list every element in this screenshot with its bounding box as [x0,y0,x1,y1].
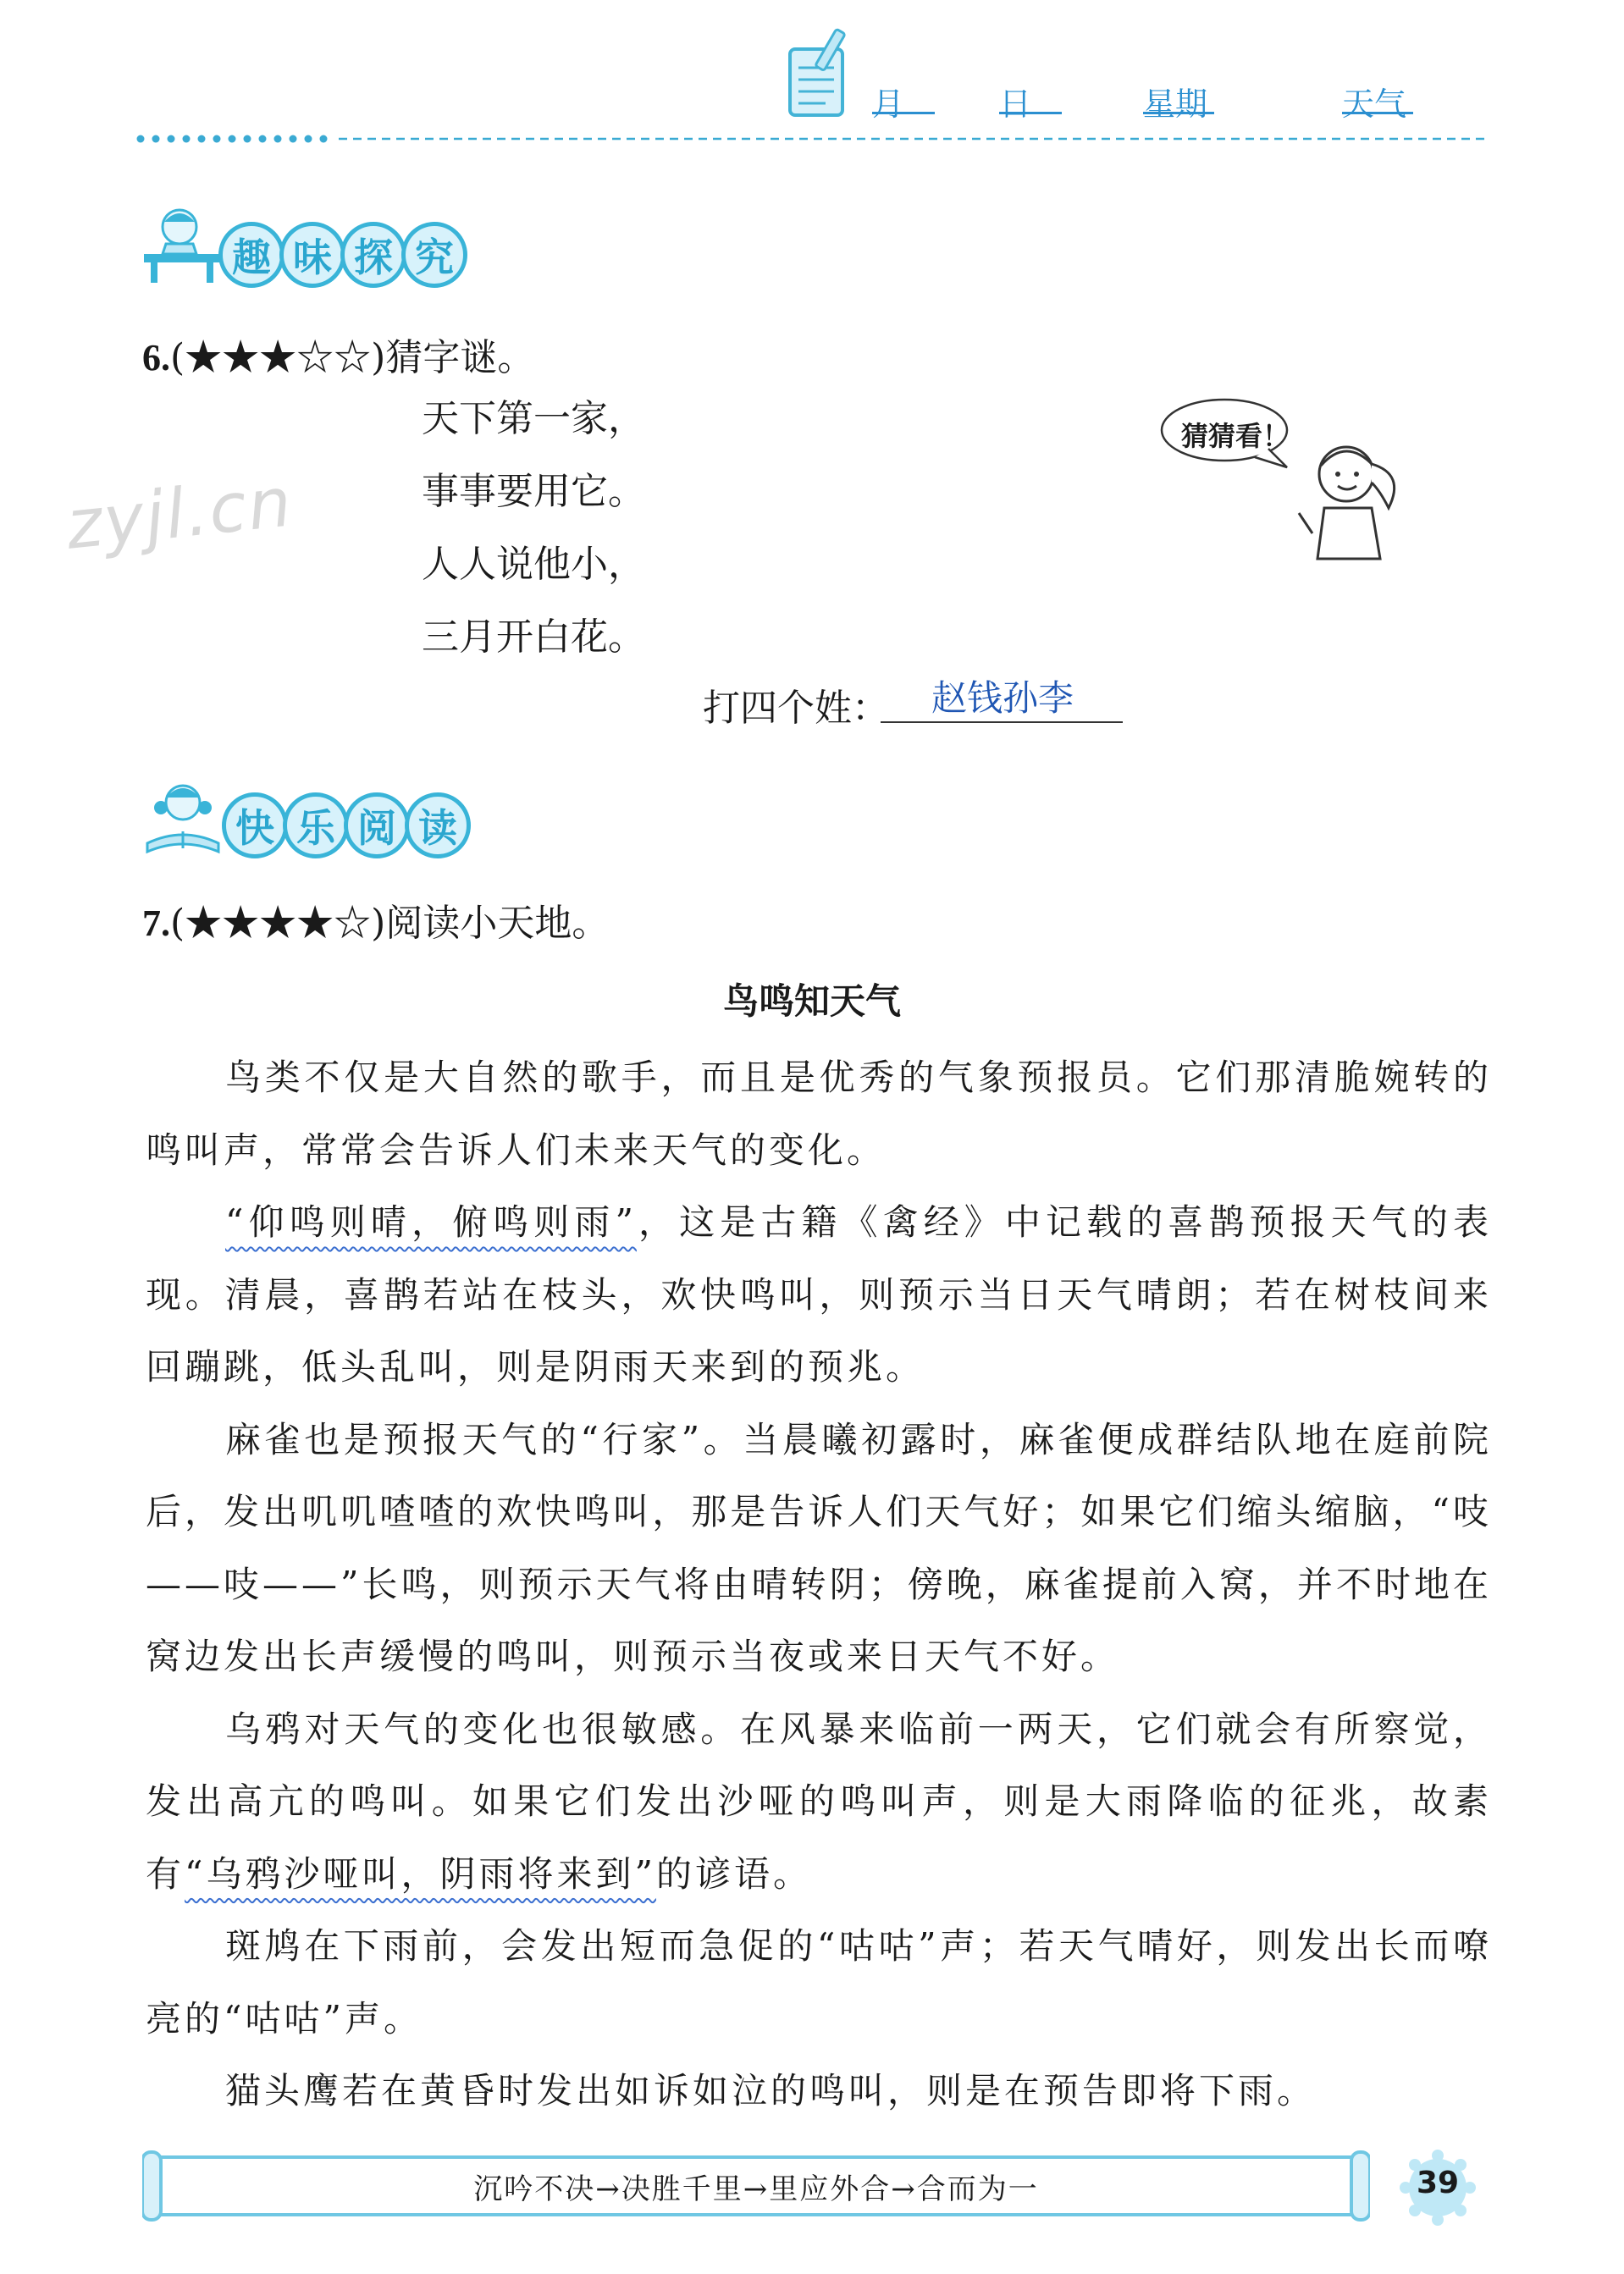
riddle [422,383,760,674]
day-label: 日 [999,86,1032,123]
weather-label: 天气 [1342,86,1407,123]
paragraph-text: 鸟类不仅是大自然的歌手，而且是优秀的气象预报员。它们那清脆婉转的鸣叫声，常常会告诉人们未来天气的变化。 [146,1057,1492,1171]
notebook-pencil-icon [775,24,859,125]
banner-char: 阅 [344,792,410,858]
article-paragraph [146,1041,1492,1186]
girl-reading-icon [135,777,229,862]
week-blank [1143,78,1214,114]
wavy-underlined-quote: “仰鸣则晴，俯鸣则雨” [225,1201,637,1243]
banner-char: 探 [340,222,406,288]
article-title: 鸟鸣知天气 [722,980,901,1022]
question-7-line [142,892,609,947]
date-weather-row [872,78,1516,123]
question-number: 7. [142,902,170,944]
riddle-line: 天下第一家， [422,397,645,440]
difficulty-stars: (★★★★☆) [170,902,386,945]
section-banner-fun-explore [218,222,462,288]
girl-studying-icon [135,201,229,286]
page-number: 39 [1416,2166,1460,2200]
week-label: 星期 [1143,86,1208,123]
header-divider [135,134,1490,144]
banner-char: 读 [405,792,471,858]
article-paragraph [146,1404,1492,1693]
month-label: 月 [872,86,905,123]
difficulty-stars: (★★★☆☆) [170,336,386,379]
riddle-line: 事事要用它。 [422,470,645,513]
speech-bubble-text: 猜猜看！ [1181,420,1290,452]
paragraph-text: 猫头鹰若在黄昏时发出如诉如泣的鸣叫，则是在预告即将下雨。 [225,2070,1317,2111]
wavy-underlined-quote: “乌鸦沙哑叫，阴雨将来到” [185,1852,656,1895]
paragraph-text: 麻雀也是预报天气的“行家”。当晨曦初露时，麻雀便成群结队地在庭前院后，发出叽叽喳喳的欢快鸣叫，那是告诉人们天气好；如果它们缩头缩脑，“吱——吱——”长鸣，则预示天气将由晴转阴；傍晚，麻雀提前入窝，并不时地在窝边发出长声缓慢的鸣叫，则预示当夜或来日天气不好。 [146,1418,1492,1677]
question-prompt: 猜字谜。 [385,336,535,379]
paragraph-text: 斑鸠在下雨前，会发出短而急促的“咕咕”声；若天气晴好，则发出长而嘹亮的“咕咕”声。 [146,1925,1492,2039]
paragraph-text: 的谚语。 [655,1852,812,1895]
paragraph-text: ，这是古籍《禽经》中记载的喜鹊预报天气的表现。清晨，喜鹊若站在枝头，欢快鸣叫，则预示当日天气晴朗；若在树枝间来回蹦跳，低头乱叫，则是阴雨天来到的预兆。 [146,1201,1492,1388]
question-number: 6. [142,337,170,378]
banner-char: 味 [279,222,345,288]
article-paragraph [146,2055,1492,2128]
question-6-line [142,327,534,381]
riddle-line: 三月开白花。 [422,615,645,659]
banner-char: 究 [401,222,467,288]
paragraph-text: 乌鸦对天气的变化也很敏感。在风暴来临前一两天，它们就会有所察觉，发出高亢的鸣叫。如果它们发出沙哑的鸣叫声，则是大雨降临的征兆，故素有 [146,1708,1492,1895]
idiom-chain: 沉吟不决→决胜千里→里应外合→合而为一 [473,2172,1039,2206]
article-body [146,1041,1492,2128]
banner-char: 快 [222,792,288,858]
girl-thinking-icon [1287,432,1414,567]
article-paragraph [146,1910,1492,2055]
riddle-line: 人人说他小， [422,543,645,586]
article-paragraph [146,1186,1492,1404]
article-paragraph [146,1693,1492,1911]
answer-blank-line [881,721,1123,723]
watermark: zyjl.cn [62,462,297,565]
answer-label: 打四个姓： [703,687,889,730]
section-banner-happy-reading [222,792,466,858]
answer-text: 赵钱孙李 [931,677,1074,719]
question-prompt: 阅读小天地。 [385,902,610,945]
weather-blank [1342,78,1413,114]
banner-char: 乐 [283,792,349,858]
banner-char: 趣 [218,222,284,288]
